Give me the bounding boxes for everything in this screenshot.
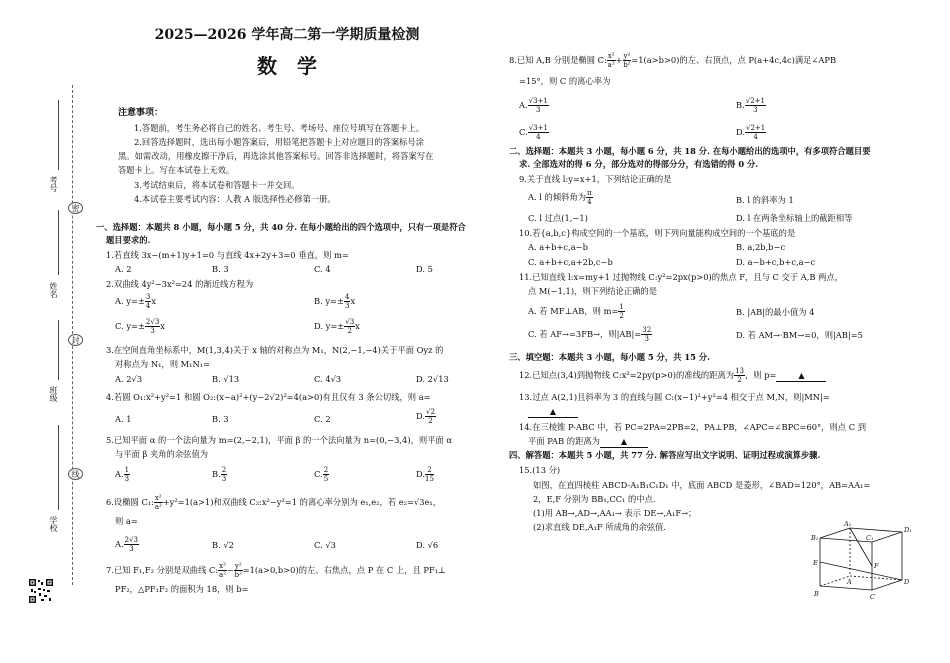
q13-stem: 13.过点 A(2,1)且斜率为 3 的直线与圆 C:(x−1)²+y²=4 相交于点 M,N，则|MN|= xyxy=(519,392,830,402)
q12-stem: 12.已知点(3,4)到抛物线 C:x²=2py(p>0)的准线的距离为 $\frac{13}{2}$ ，则 p= ▲ xyxy=(519,367,826,384)
q11-stem-cont: 点 M(−1,1)，则下列结论正确的是 xyxy=(528,286,658,296)
q1-option-a: A. 2 xyxy=(115,264,132,274)
section-4-heading: 四、解答题：本题共 5 小题，共 77 分. 解答应写出文字说明、证明过程或演算步骤. xyxy=(509,450,821,460)
q15-part-1: (1)用 AB→,AD→,AA₁→ 表示 DE→,A₁F→； xyxy=(533,508,697,518)
q11-stem: 11.已知直线 l:x=my+1 过抛物线 C:y²=2px(p>0)的焦点 F，且与 C 交于 A,B 两点， xyxy=(519,272,844,282)
q11-option-d: D. 若 AM→·BM→=0，则|AB|=5 xyxy=(736,330,863,340)
q3-option-d: D. 2√13 xyxy=(416,374,449,384)
notice-item: 3.考试结束后，将本试卷和答题卡一并交回。 xyxy=(134,180,300,190)
q11-option-a: A. 若 MF⊥AB，则 m= $\frac{1}{2}$ xyxy=(528,303,624,320)
binding-label-name: 姓名 xyxy=(49,282,58,298)
q8-option-d: D. $\frac{√2+1}{4}$ xyxy=(736,124,766,141)
q3-option-b: B. √13 xyxy=(212,374,240,384)
q5-stem-cont: 与平面 β 夹角的余弦值为 xyxy=(115,449,209,459)
q8-option-b: B. $\frac{√2+1}{3}$ xyxy=(736,97,765,114)
q4-option-b: B. 3 xyxy=(212,414,229,424)
q8-option-c: C. $\frac{√3+1}{4}$ xyxy=(519,124,548,141)
q14-answer-blank[interactable]: ▲ xyxy=(600,436,648,448)
q5-option-c: C. $\frac{2}{5}$ xyxy=(314,466,329,483)
q1-option-c: C. 4 xyxy=(314,264,331,274)
q8-option-a: A. $\frac{√3+1}{3}$ xyxy=(519,97,548,114)
label-c1: C₁ xyxy=(866,534,874,542)
notice-item: 1.答题前，考生务必将自己的姓名、考生号、考场号、座位号填写在答题卡上。 xyxy=(134,123,425,133)
q6-option-d: D. √6 xyxy=(416,540,439,550)
section-2-heading: 二、选择题：本题共 3 小题，每小题 6 分，共 18 分. 在每小题给出的选项中，有多项符合题目要 xyxy=(509,146,871,156)
q5-option-a: A. $\frac{1}{3}$ xyxy=(115,466,130,483)
q11-option-b: B. |AB|的最小值为 4 xyxy=(736,307,815,317)
q15-part-2: (2)求直线 DE,A₁F 所成角的余弦值. xyxy=(533,522,667,532)
q3-stem-cont: 对称点为 N₁，则 M₁N₁= xyxy=(115,359,211,369)
q4-option-a: A. 1 xyxy=(115,414,132,424)
binding-label-exam-no: 考号 xyxy=(49,176,58,192)
q6-stem: 6.设椭圆 C₁: $\frac{\text{x²}}{\text{a²}}$ +y²=1(a>1)和双曲线 C₂:x²−y²=1 的离心率分别为 e₁,e₂，若 e₂=√3e₁， xyxy=(106,494,442,511)
binding-label-school: 学校 xyxy=(49,516,58,532)
subject-title: 数 学 xyxy=(257,54,317,78)
section-2-heading-cont: 求. 全部选对的得 6 分，部分选对的得部分分，有选错的得 0 分. xyxy=(519,159,759,169)
q10-option-d: D. a−b+c,b+c,a−c xyxy=(736,257,816,267)
q15-stem-cont: 2，E,F 分别为 BB₁,CC₁ 的中点. xyxy=(533,494,656,504)
q9-stem: 9.关于直线 l:y=x+1，下列结论正确的是 xyxy=(519,174,672,184)
q7-stem: 7.已知 F₁,F₂ 分别是双曲线 C: $\frac{\text{x²}}{\text{a²}}$ − $\frac{\text{y²}}{\text{b²}}$ =1(a>0,b>0)的左、右焦点，点 P 在 C 上，且 PF₁⊥ xyxy=(106,562,446,579)
q2-option-c: C. y=± $\frac{2√3}{3}$ x xyxy=(115,318,165,335)
q6-option-b: B. √2 xyxy=(212,540,234,550)
q9-option-b: B. l 的斜率为 1 xyxy=(736,195,794,205)
section-1-heading-cont: 题目要求的. xyxy=(106,235,151,245)
q6-option-a: A. $\frac{2√3}{3}$ xyxy=(115,536,139,553)
label-a1: A₁ xyxy=(844,520,852,528)
q5-option-b: B. $\frac{2}{3}$ xyxy=(212,466,227,483)
q6-option-c: C. √3 xyxy=(314,540,336,550)
label-b: B xyxy=(814,590,819,598)
q9-option-d: D. l 在两条坐标轴上的截距相等 xyxy=(736,213,853,223)
q2-option-d: D. y=± $\frac{√3}{2}$ x xyxy=(314,318,360,335)
label-b1: B₁ xyxy=(811,534,819,542)
q2-option-a: A. y=± $\frac{3}{4}$ x xyxy=(115,293,157,310)
binding-blank-name xyxy=(58,210,59,275)
exam-title: 2025—2026 学年高二第一学期质量检测 xyxy=(154,27,420,43)
label-d1: D₁ xyxy=(904,526,912,534)
q4-option-c: C. 2 xyxy=(314,414,331,424)
label-c: C xyxy=(870,593,875,601)
q9-option-c: C. l 过点(1,−1) xyxy=(528,213,588,223)
binding-mark-xian: 线 xyxy=(68,468,83,480)
q3-option-c: C. 4√3 xyxy=(314,374,342,384)
prism-figure xyxy=(810,520,914,604)
q9-option-a: A. l 的倾斜角为 $\frac{\pi}{4}$ xyxy=(528,189,592,206)
q8-stem-cont: =15°，则 C 的离心率为 xyxy=(519,76,611,86)
notice-item: 黑。如需改动，用橡皮擦干净后，再选涂其他答案标号。回答非选择题时，将答案写在 xyxy=(118,151,434,161)
q14-stem-cont: 平面 PAB 的距离为 ▲ xyxy=(528,436,648,448)
qr-code xyxy=(28,578,54,604)
q10-option-a: A. a+b+c,a−b xyxy=(528,242,588,252)
q7-stem-cont: PF₂，△PF₁F₂ 的面积为 18，则 b= xyxy=(115,584,249,594)
q1-stem: 1.若直线 3x−(m+1)y+1=0 与直线 4x+2y+3=0 垂直，则 m= xyxy=(106,250,349,260)
q2-option-b: B. y=± $\frac{4}{3}$ x xyxy=(314,293,356,310)
binding-blank-exam-no xyxy=(58,100,59,170)
label-a: A xyxy=(847,578,852,586)
q1-option-b: B. 3 xyxy=(212,264,229,274)
binding-mark-feng: 封 xyxy=(68,334,83,346)
section-1-heading: 一、选择题：本题共 8 小题，每小题 5 分，共 40 分. 在每小题给出的四个选项中，只有一项是符合 xyxy=(96,222,466,232)
q10-option-b: B. a,2b,b−c xyxy=(736,242,786,252)
q15-number: 15.(13 分) xyxy=(519,465,561,475)
q4-option-d: D. $\frac{√2}{2}$ xyxy=(416,408,435,425)
q8-stem: 8.已知 A,B 分别是椭圆 C: $\frac{\text{x²}}{\text{a²}}$ + $\frac{\text{y²}}{\text{b²}}$ =1(a>b>0)的左、右顶点，点 P(a+4c,4c)满足∠APB xyxy=(509,52,837,69)
q4-stem: 4.若圆 O₁:x²+y²=1 和圆 O₂:(x−a)²+(y−2√2)²=4(a>0)有且仅有 3 条公切线，则 a= xyxy=(106,392,431,402)
binding-blank-class xyxy=(58,320,59,380)
q3-stem: 3.在空间直角坐标系中，M(1,3,4)关于 x 轴的对称点为 M₁，N(2,−1,−4)关于平面 Oyz 的 xyxy=(106,345,444,355)
q10-stem: 10.若{a,b,c}构成空间的一个基底，则下列向量能构成空间的一个基底的是 xyxy=(519,228,796,238)
q5-option-d: D. $\frac{2}{15}$ xyxy=(416,466,434,483)
notice-item: 4.本试卷主要考试内容：人教 A 版选择性必修第一册。 xyxy=(134,194,336,204)
q14-stem: 14.在三棱锥 P-ABC 中，若 PC=2PA=2PB=2，PA⊥PB，∠APC=∠BPC=60°，则点 C 到 xyxy=(519,422,866,432)
q11-option-c: C. 若 AF→=3FB→，则|AB|= $\frac{32}{3}$ xyxy=(528,326,652,343)
notice-item: 2.回答选择题时，选出每小题答案后，用铅笔把答题卡上对应题目的答案标号涂 xyxy=(134,137,425,147)
label-d: D xyxy=(904,578,910,586)
q6-stem-cont: 则 a= xyxy=(115,516,138,526)
q1-option-d: D. 5 xyxy=(416,264,433,274)
label-f: F xyxy=(874,562,879,570)
notice-title: 注意事项： xyxy=(118,108,164,118)
q3-option-a: A. 2√3 xyxy=(115,374,143,384)
section-3-heading: 三、填空题：本题共 3 小题，每小题 5 分，共 15 分. xyxy=(509,352,710,362)
q5-stem: 5.已知平面 α 的一个法向量为 m=(2,−2,1)，平面 β 的一个法向量为 n=(0,−3,4)，则平面 α xyxy=(106,435,452,445)
q12-answer-blank[interactable]: ▲ xyxy=(776,370,826,382)
notice-item: 答题卡上。写在本试卷上无效。 xyxy=(118,165,235,175)
q15-stem: 如图，在直四棱柱 ABCD-A₁B₁C₁D₁ 中，底面 ABCD 是菱形，∠BAD=120°，AB=AA₁= xyxy=(533,480,871,490)
binding-blank-school xyxy=(58,425,59,510)
q2-stem: 2.双曲线 4y²−3x²=24 的渐近线方程为 xyxy=(106,279,254,289)
binding-mark-mi: 密 xyxy=(68,202,83,214)
binding-label-class: 班级 xyxy=(49,386,58,402)
label-e: E xyxy=(813,559,818,567)
q10-option-c: C. a+b+c,a+2b,c−b xyxy=(528,257,613,267)
q13-answer-blank[interactable]: ▲ xyxy=(528,406,578,418)
